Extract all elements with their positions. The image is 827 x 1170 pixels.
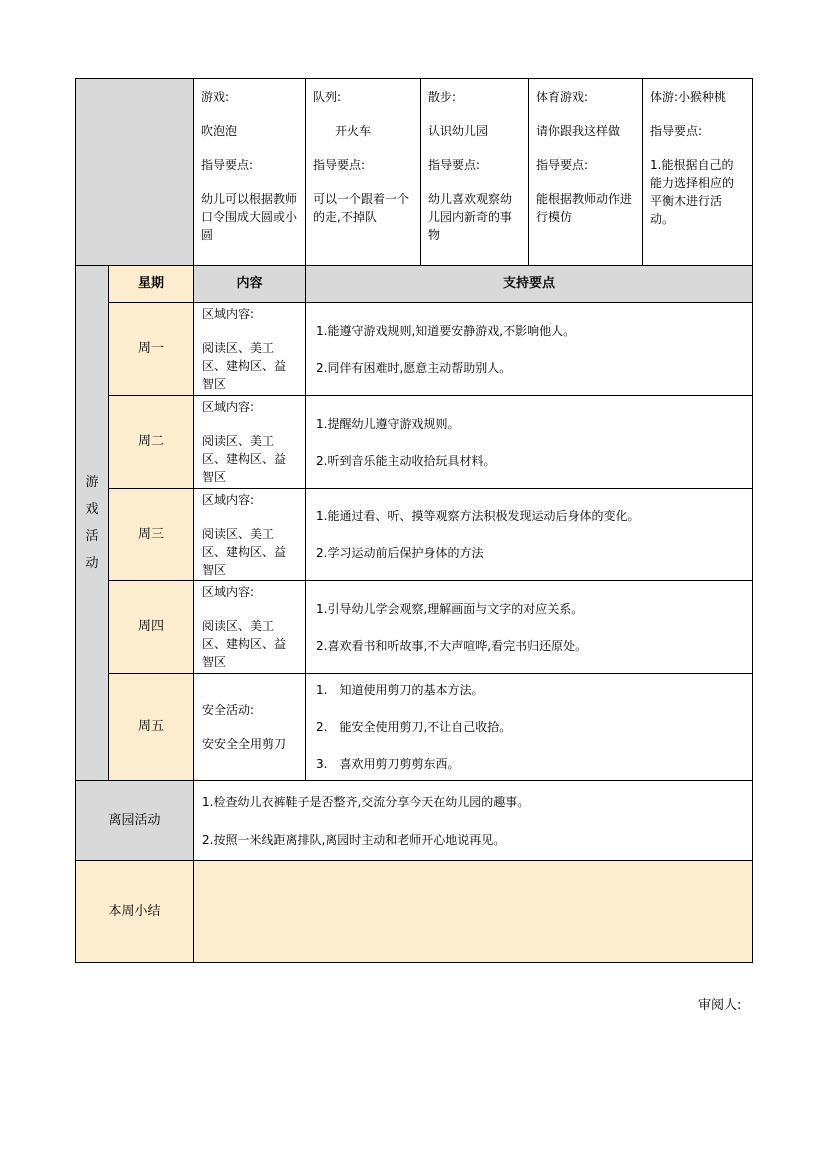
leave-content-cell xyxy=(193,780,753,861)
game-guide: 幼儿可以根据教师口令围成大圆或小圆 xyxy=(201,192,298,242)
support-wednesday xyxy=(305,488,753,581)
game-name: 吹泡泡 xyxy=(201,124,238,138)
queue-cell xyxy=(305,78,421,266)
content-thursday xyxy=(193,580,306,674)
content-title: 区域内容: xyxy=(202,585,255,599)
walk-title: 散步: xyxy=(428,90,457,104)
queue-name: 开火车 xyxy=(335,124,372,138)
content-title: 区域内容: xyxy=(202,400,255,414)
reviewer-label: 审阅人: xyxy=(698,998,742,1013)
content-friday xyxy=(193,673,306,781)
day-label-thursday: 周四 xyxy=(108,580,194,674)
day-label-friday: 周五 xyxy=(108,673,194,781)
support-point: 3. 喜欢用剪刀剪剪东西。 xyxy=(316,757,460,771)
support-point: 2.听到音乐能主动收拾玩具材料。 xyxy=(316,453,496,468)
header-content: 内容 xyxy=(193,265,306,303)
sport-title: 体育游戏: xyxy=(536,90,589,104)
game-cell xyxy=(193,78,306,266)
support-point: 2.喜欢看书和听故事,不大声喧哗,看完书归还原处。 xyxy=(316,638,588,653)
support-thursday xyxy=(305,580,753,674)
tiyou-guide: 1.能根据自己的能力选择相应的平衡木进行活动。 xyxy=(650,158,735,226)
queue-guide-label: 指导要点: xyxy=(313,158,366,172)
support-point: 1.引导幼儿学会观察,理解画面与文字的对应关系。 xyxy=(316,601,584,616)
support-point: 1. 知道使用剪刀的基本方法。 xyxy=(316,683,484,697)
header-support: 支持要点 xyxy=(305,265,753,303)
content-body: 阅读区、美工区、建构区、益智区 xyxy=(202,434,287,484)
section-label: 游戏活动 xyxy=(85,475,99,571)
tiyou-guide-label: 指导要点: xyxy=(650,124,703,138)
walk-guide: 幼儿喜欢观察幼儿园内新奇的事物 xyxy=(428,192,513,242)
summary-content-cell xyxy=(193,860,753,963)
walk-guide-label: 指导要点: xyxy=(428,158,481,172)
day-label-tuesday: 周二 xyxy=(108,395,194,489)
support-point: 2. 能安全使用剪刀,不让自己收拾。 xyxy=(316,720,512,734)
queue-title: 队列: xyxy=(313,90,342,104)
leave-label-cell: 离园活动 xyxy=(75,780,194,861)
sport-name: 请你跟我这样做 xyxy=(536,124,621,138)
support-point: 1.能遵守游戏规则,知道要安静游戏,不影响他人。 xyxy=(316,323,576,338)
queue-guide: 可以一个跟着一个的走,不掉队 xyxy=(313,192,410,224)
game-guide-label: 指导要点: xyxy=(201,158,254,172)
content-tuesday xyxy=(193,395,306,489)
content-title: 安全活动: xyxy=(202,703,255,717)
header-week: 星期 xyxy=(108,265,194,303)
tiyou-title: 体游:小猴种桃 xyxy=(650,90,727,104)
support-tuesday xyxy=(305,395,753,489)
support-point: 2.同伴有困难时,愿意主动帮助别人。 xyxy=(316,360,512,375)
sport-game-cell xyxy=(528,78,643,266)
support-monday xyxy=(305,302,753,396)
tiyou-cell xyxy=(642,78,753,266)
content-monday xyxy=(193,302,306,396)
game-title: 游戏: xyxy=(201,90,230,104)
day-label-monday: 周一 xyxy=(108,302,194,396)
walk-name: 认识幼儿园 xyxy=(428,124,489,138)
content-body: 阅读区、美工区、建构区、益智区 xyxy=(202,619,287,669)
support-friday xyxy=(305,673,753,781)
support-point: 1.能通过看、听、摸等观察方法积极发现运动后身体的变化。 xyxy=(316,509,640,523)
walk-cell xyxy=(420,78,529,266)
content-body: 安安全全用剪刀 xyxy=(202,737,287,751)
top-left-empty-cell xyxy=(75,78,194,266)
support-point: 2.学习运动前后保护身体的方法 xyxy=(316,546,484,560)
content-wednesday xyxy=(193,488,306,581)
content-title: 区域内容: xyxy=(202,492,255,507)
content-body: 阅读区、美工区、建构区、益智区 xyxy=(202,526,287,577)
day-label-wednesday: 周三 xyxy=(108,488,194,581)
content-body: 阅读区、美工区、建构区、益智区 xyxy=(202,341,287,391)
section-label-cell xyxy=(75,265,109,781)
support-point: 1.提醒幼儿遵守游戏规则。 xyxy=(316,416,460,431)
content-title: 区域内容: xyxy=(202,307,255,321)
sport-guide: 能根据教师动作进行模仿 xyxy=(536,192,633,224)
summary-label-cell: 本周小结 xyxy=(75,860,194,963)
sport-guide-label: 指导要点: xyxy=(536,158,589,172)
leave-point: 1.检查幼儿衣裤鞋子是否整齐,交流分享今天在幼儿园的趣事。 xyxy=(202,794,530,809)
leave-point: 2.按照一米线距离排队,离园时主动和老师开心地说再见。 xyxy=(202,832,506,847)
